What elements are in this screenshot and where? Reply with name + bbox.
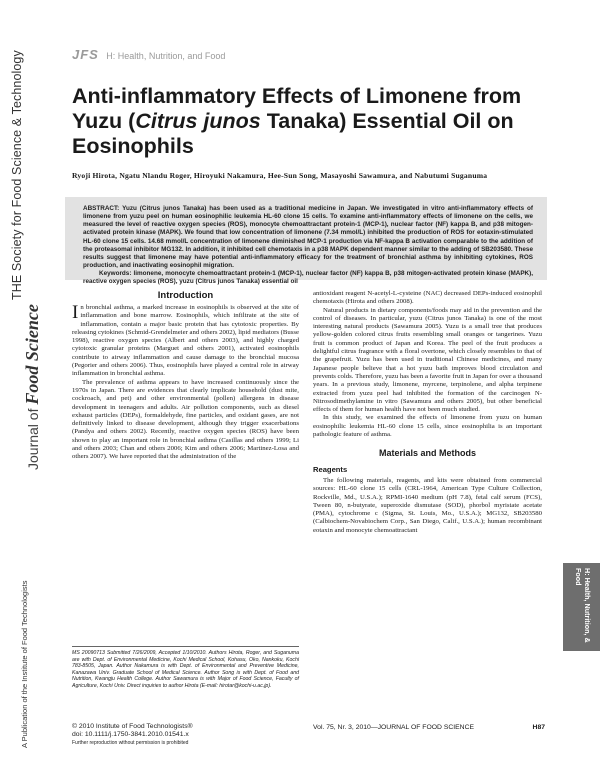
journal-logo-name: Food Science bbox=[22, 304, 42, 405]
intro-paragraph-4: Natural products in dietary components/foods may aid in the prevention and the control of diseases. In particular, yuzu (Citrus junos Tanaka) is one of the most interesting natural products (Sawamura 2005). Yuzu is a small tree that produces yellow-golden colored citrus fruits resembling small oranges or tangerines. Yuzu fruit is common product of Japan and Korea. The peel of the fruit produces a delightful citrus fragrance with a floral overtone, which closely resembles to that of the grapefruit. Yuzu has been used in traditional Chinese medicines, and many Japanese people believe that a hot yuzu bath improves blood circulation and prevents colds. Therefore, yuzu has been a favorite fruit in Japan for over a thousand years. In a previous study, limonene, myrcene, terpinolene, and alpha terpinene extracted from yuzu peel had inhibited the formation of the carcinogen N-Nitrosodimethylamine in vitro (Sawamura and others 2005), but other beneficial effects of them for human health have not been much studied. bbox=[313, 306, 542, 414]
introduction-heading: Introduction bbox=[157, 290, 214, 301]
author-list: Ryoji Hirota, Ngatu Nlandu Roger, Hiroyuki Nakamura, Hee-Sun Song, Masayoshi Sawamura, and Nabutumi Suganuma bbox=[72, 171, 488, 180]
intro-paragraph-1-text: n bronchial asthma, a marked increase in eosinophils is observed at the site of inflammation and bone marrow. Eosinophils, which infiltrate at the site of inflammation, contain a major basic protein that has cytotoxic properties. By releasing cytokines (Schmid-Grendelmeier and others 2002), lipid mediators (Busse 1998), reactive oxygen species (Albert and others 2003), and highly charged cytotoxic granular proteins (Marguet and others 2001), activated eosinophils contribute to airway inflammation and cause damage to the bronchial mucosa (Pegorier and others 2006). Thus, eosinophils have played a central role in airway inflammation in bronchial asthma. bbox=[72, 304, 300, 378]
keywords-label: Keywords: bbox=[99, 270, 132, 278]
keywords bbox=[83, 270, 533, 286]
page-number: H87 bbox=[532, 724, 545, 731]
intro-paragraph-3: antioxidant reagent N-acetyl-L-cysteine (NAC) decreased DEPs-induced eosinophil chemotaxis (Hirota and others 2008). bbox=[313, 290, 542, 306]
title-species: Citrus junos bbox=[135, 109, 261, 133]
submission-footnote: MS 20090713 Submitted 7/26/2009, Accepted 1/10/2010. Authors Hirota, Roger, and Suganuma are with Dept. of Environmental Medicine, Kochi Medical School, Kohasu, Oko, Nankoku, Kochi 783-8505, Japan. Author Nakamura is with Dept. of Environmental and Preventive Medicine, Kanazawa Univ. Graduate School of Medical Science. Author Song is with Dept. of Food and Nutrition, Kwangju Health College. Author Sawamura is with Major of Food Science, Faculty of Agriculture, Kochi Univ. Direct inquiries to author Hirota (E-mail: hirotar@kochi-u.ac.jp). bbox=[72, 646, 299, 689]
society-label: THE Society for Food Science & Technology bbox=[10, 50, 24, 300]
methods-paragraph-1: The following materials, reagents, and kits were obtained from commercial sources: HL-60 clone 15 cells (CRL-1964, American Type Culture Collection, Rockville, Md., U.S.A.); RPMI-1640 medium (pH 7.8), fetal calf serum (FCS), Tween 80, n-butyrate, superoxide dismutase (SOD), phorbol myristate acetate (PMA), cytochrome c (Sigma, St. Louis, Mo., U.S.A.); MG132, SB203580 (Calbiochem-Novabiochem Corp., San Diego, Calif., U.S.A.); human recombinant eotaxin and monocyte chemoattractant bbox=[313, 476, 542, 534]
journal-section-header bbox=[72, 46, 225, 64]
reproduction-notice: Further reproduction without permission is prohibited bbox=[72, 740, 189, 747]
left-rail bbox=[0, 0, 62, 763]
journal-logo-prefix: Journal of bbox=[25, 408, 41, 470]
journal-logo bbox=[22, 304, 43, 470]
section-name: H: Health, Nutrition, and Food bbox=[106, 51, 226, 61]
abstract-box bbox=[65, 197, 547, 286]
jfs-logo: JFS bbox=[72, 47, 99, 62]
page-footer bbox=[313, 724, 545, 731]
reagents-heading: Reagents bbox=[313, 464, 348, 474]
article-title bbox=[72, 84, 532, 159]
publication-label: A Publication of the Institute of Food Technologists bbox=[20, 580, 29, 748]
abstract-label: ABSTRACT: bbox=[83, 205, 120, 212]
doi-line: doi: 10.1111/j.1750-3841.2010.01541.x bbox=[72, 731, 189, 739]
intro-paragraph-5: In this study, we examined the effects of limonene from yuzu on human eosinophilic leukemia HL-60 clone 15 cells, since eosinophilia is an important pathologic feature of asthma. bbox=[313, 414, 542, 439]
title-part-2: Tanaka) Essential Oil on Eosinophils bbox=[72, 109, 514, 158]
left-column bbox=[72, 304, 299, 462]
copyright-line: © 2010 Institute of Food Technologists® bbox=[72, 723, 193, 730]
title-part-1: Anti-inflammatory Effects of Limonene from Yuzu ( bbox=[72, 84, 522, 133]
methods-heading: Materials and Methods bbox=[378, 448, 477, 459]
intro-paragraph-1 bbox=[72, 304, 299, 379]
abstract-text: Yuzu (Citrus junos Tanaka) has been used as a traditional medicine in Japan. We investigated in vitro anti-inflammatory effects of limonene from yuzu peel on human eosinophilic leukemia HL-60 clone 15 cells. To examine anti-inflammatory effects of limonene on the cells, we measured the level of reactive oxygen species (ROS), monocyte chemoattractant protein-1 (MCP-1), nuclear factor (NF) kappa B, and p38 mitogen-activated protein kinase (MAPK). We found that low concentration of limonene (7.34 mmol/L) inhibited the production of ROS for eotaxin-stimulated HL-60 clone 15 cells. 14.68 mmol/L concentration of limonene diminished MCP-1 production via NF-kappa B activation comparable to the addition of the proteasomal inhibitor MG132. In addition, it inhibited cell chemotaxis in a p38 MAPK dependent manner similar to the adding of SB203580. These results suggest that limonene may have potential anti-inflammatory efficacy for the treatment of bronchial asthma by inhibiting cytokines, ROS production, and inactivating eosinophil migration. bbox=[83, 205, 534, 270]
section-side-tab bbox=[563, 563, 600, 651]
abstract bbox=[83, 205, 533, 270]
keywords-text: limonene, monocyte chemoattractant protein-1 (MCP-1), nuclear factor (NF) kappa B, p38 mitogen-activated protein kinase (MAPK), reactive oxygen species (ROS), yuzu (Citrus junos Tanaka) essential oil bbox=[83, 270, 534, 286]
dropcap: I bbox=[72, 302, 79, 323]
intro-paragraph-2: The prevalence of asthma appears to have increased continuously since the 1970s in Japan. There are evidences that clearly implicate household (dust mite, cockroach, and pet) and other environmental (pollen) allergens in disease development in teenagers and adults. Air pollution components, such as diesel exhaust particles (DEPs), formaldehyde, fine particles, and oxidant gases, are not definitively linked to disease development, although they trigger exacerbations (Pandya and others 2002). Recently, reactive oxygen species (ROS) have been shown to play an important role in bronchial asthma (Casillas and others 1999; Li and others 2003; Chan and others 2006; Kim and others 2006; Martinez-Losa and others 2007). We have reported that the administration of the bbox=[72, 378, 299, 461]
copyright-block bbox=[72, 723, 193, 748]
citation-line: Vol. 75, Nr. 3, 2010—JOURNAL OF FOOD SCIENCE bbox=[313, 724, 475, 731]
right-column bbox=[313, 290, 542, 535]
side-tab-label: H: Health, Nutrition, & Food bbox=[574, 568, 592, 643]
